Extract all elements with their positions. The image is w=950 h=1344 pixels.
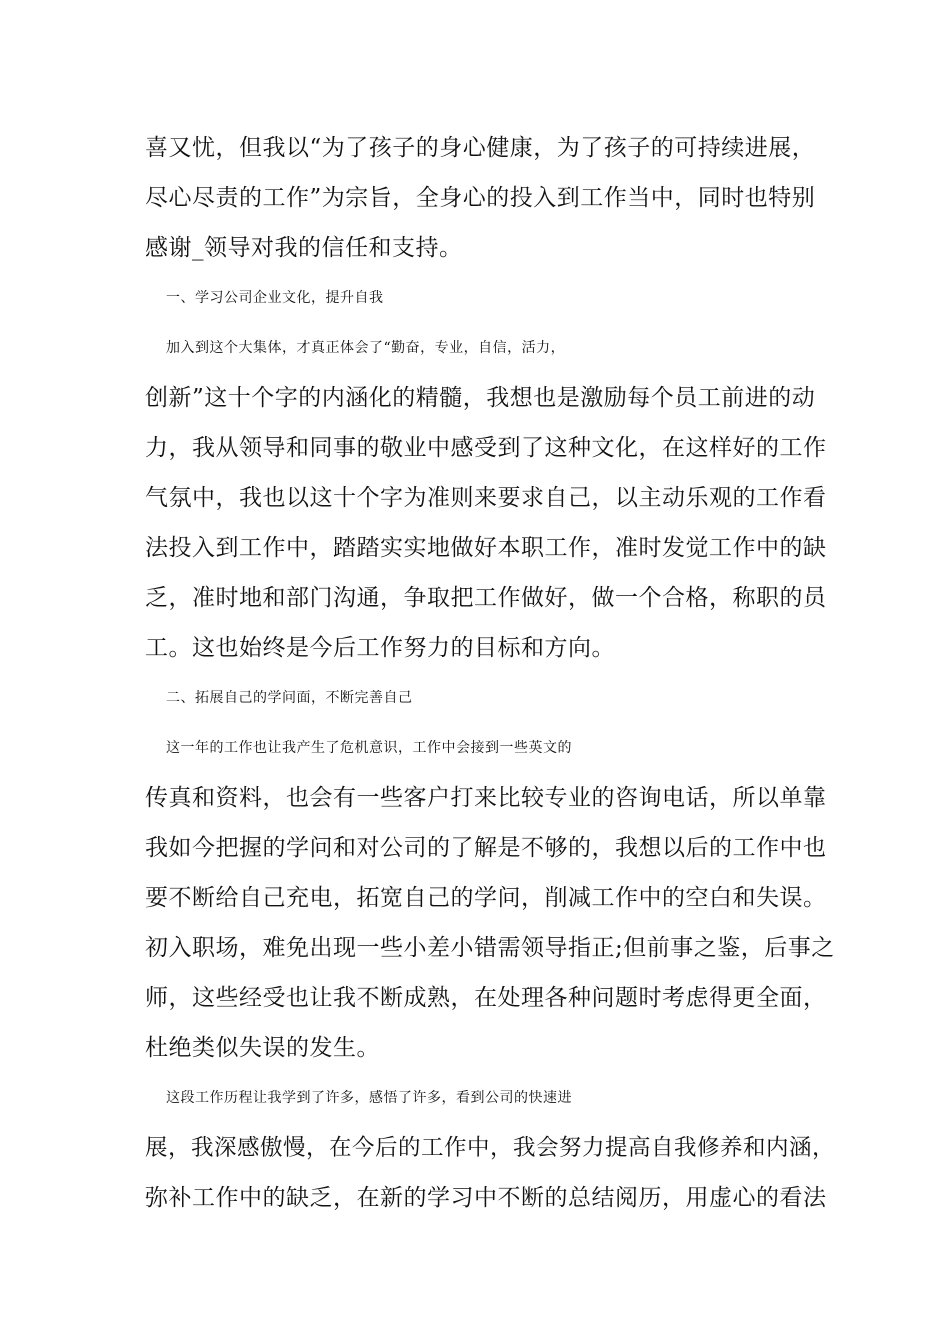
body-text-line: 我如今把握的学问和对公司的了解是不够的，我想以后的工作中也 xyxy=(145,835,827,861)
body-text-line: 法投入到工作中，踏踏实实地做好本职工作，准时发觉工作中的缺 xyxy=(145,535,827,561)
body-text-line: 创新”这十个字的内涵化的精髓，我想也是激励每个员工前进的动 xyxy=(145,385,816,411)
body-text-line: 感谢_领导对我的信任和支持。 xyxy=(145,235,463,261)
body-text-line: 初入职场，难免出现一些小差小错需领导指正;但前事之鉴，后事之 xyxy=(145,935,835,961)
body-text-line: 加入到这个大集体，才真正体会了“勤奋，专业，自信，活力， xyxy=(166,340,566,356)
body-text-line: 弥补工作中的缺乏，在新的学习中不断的总结阅历，用虚心的看法 xyxy=(145,1185,827,1211)
body-text-line: 尽心尽责的工作”为宗旨，全身心的投入到工作当中，同时也特别 xyxy=(145,185,816,211)
body-text-line: 力，我从领导和同事的敬业中感受到了这种文化，在这样好的工作 xyxy=(145,435,827,461)
body-text-line: 这段工作历程让我学到了许多，感悟了许多，看到公司的快速进 xyxy=(166,1090,572,1106)
body-text-line: 要不断给自己充电，拓宽自己的学问，削减工作中的空白和失误。 xyxy=(145,885,827,911)
body-text-line: 乏，准时地和部门沟通，争取把工作做好，做一个合格，称职的员 xyxy=(145,585,827,611)
body-text-line: 气氛中，我也以这十个字为准则来要求自己，以主动乐观的工作看 xyxy=(145,485,827,511)
body-text-line: 工。这也始终是今后工作努力的目标和方向。 xyxy=(145,635,615,661)
body-text-line: 杜绝类似失误的发生。 xyxy=(145,1035,380,1061)
body-text-line: 展，我深感傲慢，在今后的工作中，我会努力提高自我修养和内涵， xyxy=(145,1135,836,1161)
body-text-line: 师，这些经受也让我不断成熟，在处理各种问题时考虑得更全面， xyxy=(145,985,827,1011)
body-text-line: 喜又忧，但我以“为了孩子的身心健康，为了孩子的可持续进展， xyxy=(145,135,816,161)
section-heading-1: 一、学习公司企业文化，提升自我 xyxy=(166,290,384,306)
section-heading-2: 二、拓展自己的学问面，不断完善自己 xyxy=(166,690,413,706)
body-text-line: 传真和资料，也会有一些客户打来比较专业的咨询电话，所以单靠 xyxy=(145,785,827,811)
body-text-line: 这一年的工作也让我产生了危机意识，工作中会接到一些英文的 xyxy=(166,740,572,756)
